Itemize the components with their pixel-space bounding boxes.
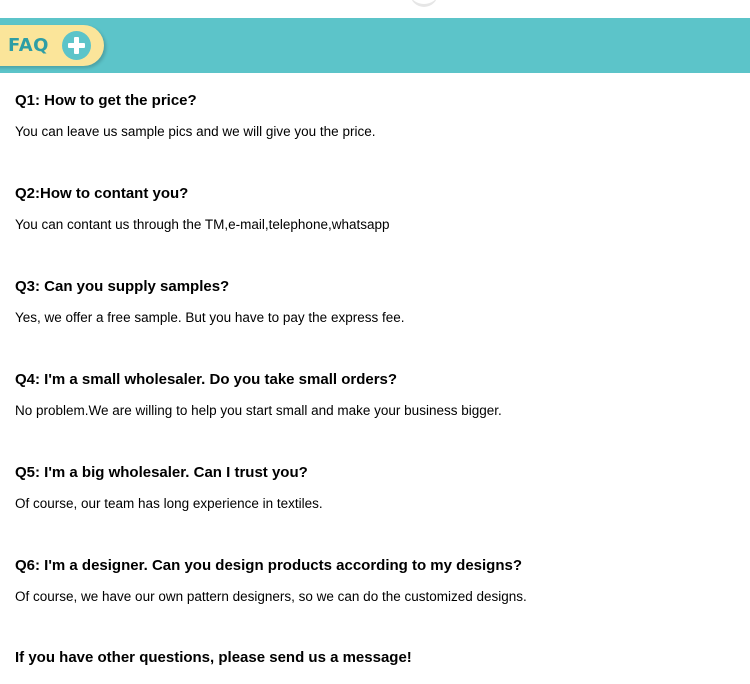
faq-question: Q2:How to contant you? <box>15 185 189 202</box>
faq-answer: Yes, we offer a free sample. But you have to pay the express fee. <box>15 310 405 325</box>
faq-question: Q4: I'm a small wholesaler. Do you take small orders? <box>15 371 398 388</box>
faq-item-5 <box>15 463 735 556</box>
faq-question: Q5: I'm a big wholesaler. Can I trust you? <box>15 464 308 481</box>
faq-answer: No problem.We are willing to help you start small and make your business bigger. <box>15 403 502 418</box>
faq-item-6 <box>15 556 735 649</box>
closing-message: If you have other questions, please send us a message! <box>15 649 412 666</box>
faq-header-pill <box>0 25 104 66</box>
decorative-arc <box>410 0 438 7</box>
faq-item-4 <box>15 370 735 463</box>
faq-question: Q6: I'm a designer. Can you design products according to my designs? <box>15 557 522 574</box>
plus-circle-icon[interactable] <box>62 31 91 60</box>
faq-question: Q1: How to get the price? <box>15 92 197 109</box>
top-strip <box>0 0 750 18</box>
faq-list <box>15 91 735 649</box>
faq-question: Q3: Can you supply samples? <box>15 278 230 295</box>
faq-answer: Of course, our team has long experience in textiles. <box>15 496 323 511</box>
faq-answer: Of course, we have our own pattern designers, so we can do the customized designs. <box>15 589 527 604</box>
faq-answer: You can contant us through the TM,e-mail,telephone,whatsapp <box>15 217 390 232</box>
faq-item-1 <box>15 91 735 184</box>
faq-item-2 <box>15 184 735 277</box>
faq-title: FAQ <box>8 35 49 56</box>
faq-item-3 <box>15 277 735 370</box>
faq-banner <box>0 18 750 73</box>
faq-answer: You can leave us sample pics and we will give you the price. <box>15 124 376 139</box>
